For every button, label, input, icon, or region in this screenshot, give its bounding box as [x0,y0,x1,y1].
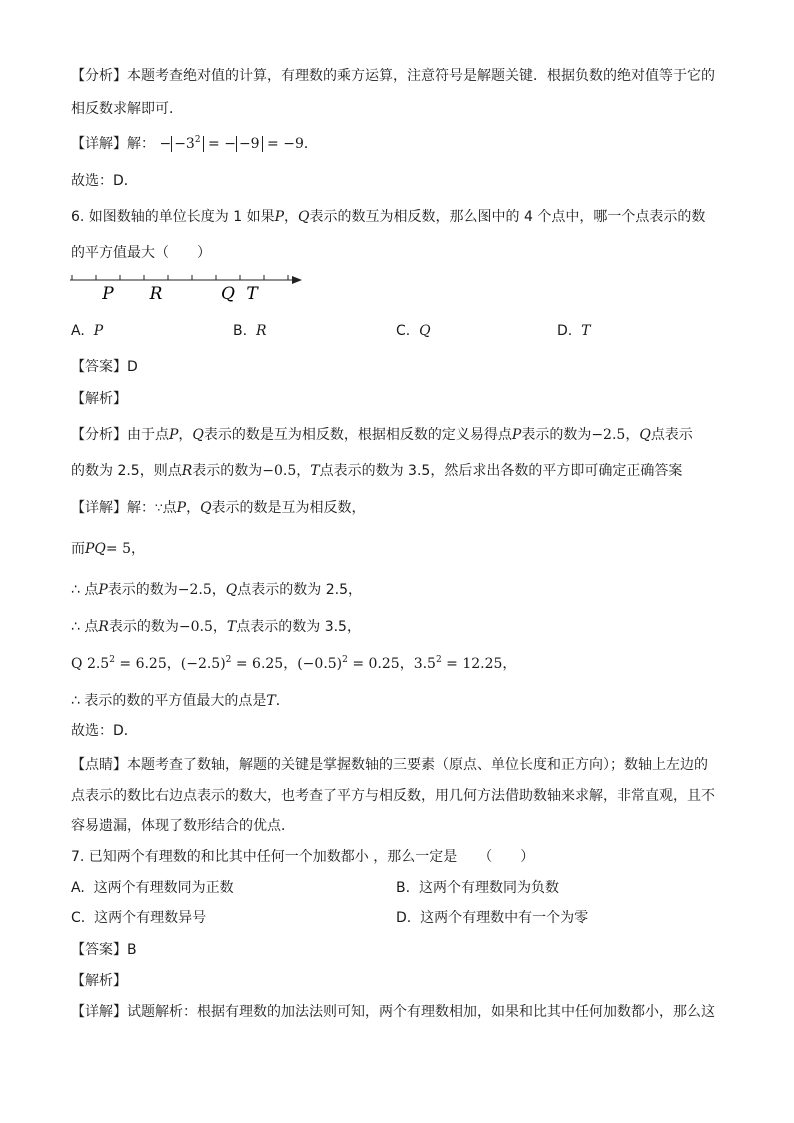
answer-value: D [127,359,138,375]
math-part: (−0.5) [297,656,343,672]
text: 表示的数为 [521,427,592,443]
text: 点表示 [650,427,693,443]
text: ， [211,582,226,598]
q7-option-a [71,878,234,898]
jiexi-tag: 【解析】 [71,973,127,989]
var-q: Q [298,209,310,225]
text: 故选：D． [71,723,138,739]
text: 表示的数是互为相反数，根据相反数的定义易得点 [203,427,512,443]
text: 本题考查绝对值的计算，有理数的乘方运算，注意符号是解题关键．根据负数的绝对值等于它的 [127,68,715,84]
q7-jiexi [71,971,127,991]
math-part: 2.5 [86,656,110,672]
q7-option-c [71,908,206,928]
math-expr: PQ [85,541,106,557]
q6-stem-line2 [71,243,211,263]
text: 解： [127,136,155,152]
option-value: Q [419,323,431,339]
text: ， [502,656,517,672]
math-part: −3 [174,136,195,152]
math-value: −0.5 [262,463,297,479]
text: 点 [162,500,177,516]
text: 点表示的数为 3.5， [236,619,361,635]
q7-option-d [396,908,588,928]
text: 的数为 2.5，则点 [71,463,182,479]
absolute-value [171,136,203,152]
text: ． [275,693,290,709]
var-p: P [511,427,522,443]
number-line-figure [68,266,308,310]
q6-answer [71,357,138,377]
text: 表示的数为 [107,582,178,598]
q5-analysis-line2 [71,99,183,119]
option-letter: D. [396,910,412,926]
analysis-tag: 【分析】 [71,427,127,443]
jiexi-tag: 【解析】 [71,391,127,407]
detail-tag: 【详解】 [71,1004,127,1020]
text: 故选：D． [71,173,138,189]
option-letter: C. [396,323,411,339]
q6-analysis-line2 [71,461,682,481]
point-label-q: Q [221,284,235,304]
answer-tag: 【答案】 [71,359,127,375]
number-line [68,266,308,306]
math-part: = 6.25 [119,656,167,672]
text: ． [303,136,318,152]
exponent: 2 [435,655,442,665]
option-text: 这两个有理数异号 [94,910,207,926]
text: 表示的数为 [192,463,263,479]
answer-value: B [127,942,137,958]
q6-detail-line5 [71,654,516,674]
math-part: = −9 [267,136,304,152]
math-part: −9 [238,136,260,152]
q6-option-b [233,321,267,341]
option-letter: C. [71,910,86,926]
text: 点表示的数比右边点表示的数大，也考查了平方与相反数，用几何方法借助数轴来求解，非常直观，且不 [71,788,715,804]
math-value: −2.5 [177,582,212,598]
text: ， [625,427,640,443]
text: ， [166,656,181,672]
option-value: R [255,323,267,339]
text: 点表示的数为 2.5， [237,582,362,598]
point-label-t: T [246,284,258,304]
option-value: T [581,323,591,339]
math-part: Q [71,656,83,672]
var-t: T [226,619,237,635]
math-expression [159,136,303,152]
var-p: P [98,582,108,598]
var-q: Q [200,500,212,516]
text: 由于点 [127,427,169,443]
option-letter: A. [71,880,85,896]
text: 容易遗漏，体现了数形结合的优点． [71,818,295,834]
point-label-p: P [102,284,114,304]
text: ， [399,656,414,672]
q7-answer [71,940,137,960]
text: ， [178,427,193,443]
q6-option-c [396,321,431,341]
q7-option-b [396,878,559,898]
var-t: T [310,463,320,479]
because-symbol: ∵ [155,501,163,515]
var-p: P [274,209,285,225]
option-value: P [93,323,104,339]
math-part: = − [208,136,236,152]
exponent: 2 [194,135,201,145]
q6-option-d [557,321,590,341]
text: 解： [127,500,155,516]
exponent: 2 [342,655,348,665]
q6-detail-line1 [71,498,366,518]
text: 相反数求解即可． [71,101,183,117]
var-p: P [169,427,179,443]
math-part: (−2.5) [180,656,226,672]
answer-tag: 【答案】 [71,942,127,958]
detail-tag: 【详解】 [71,136,127,152]
q6-choice [71,721,138,741]
var-p: P [176,500,187,516]
math-value: −0.5 [178,619,213,635]
option-text: 这两个有理数同为负数 [418,880,559,896]
var-q: Q [192,427,204,443]
text: ， [186,500,201,516]
q6-analysis-line1 [71,425,693,445]
q5-analysis-line1 [71,66,715,86]
math-part: 3.5 [413,656,436,672]
option-letter: A. [71,323,85,339]
q5-detail [71,134,318,154]
q6-detail-line2 [71,539,145,559]
ticks [72,275,288,280]
q6-stem-line1 [71,207,705,227]
exponent: 2 [109,655,115,665]
q6-comment-line2 [71,786,715,806]
text: 表示的数为 [108,619,179,635]
text: ∴ 点 [71,582,99,598]
analysis-tag: 【分析】 [71,68,127,84]
text: ， [283,656,298,672]
q6-detail-line6 [71,691,290,711]
option-letter: D. [557,323,573,339]
q6-detail-line3 [71,580,362,600]
text: ， [296,463,311,479]
absolute-value [236,136,263,152]
q6-jiexi [71,389,127,409]
q6-comment-line3 [71,816,295,836]
text: 试题解析：根据有理数的加法法则可知，两个有理数相加，如果和比其中任何加数都小，那么这 [127,1004,715,1020]
option-text: 这两个有理数中有一个为零 [420,910,589,926]
option-text: 这两个有理数同为正数 [93,880,234,896]
comment-tag: 【点睛】 [71,757,127,773]
text: 6. 如图数轴的单位长度为 1 如果 [71,209,275,225]
text: ， [131,541,145,557]
text: 的平方值最大（ ） [71,245,211,261]
math-value: −2.5 [591,427,626,443]
text: ∴ 表示的数的平方值最大的点是 [71,693,267,709]
text: ∴ 点 [71,619,99,635]
text: 而 [71,541,85,557]
text: ， [212,619,227,635]
q6-comment-line1 [71,755,708,775]
math-part: = 0.25 [352,656,400,672]
exponent: 2 [225,655,232,665]
var-r: R [181,463,193,479]
var-r: R [98,619,109,635]
text: 7. 已知两个有理数的和比其中任何一个加数都小 ，那么一定是 （ ） [71,849,535,865]
q7-detail-line1 [71,1002,715,1022]
q5-choice [71,171,138,191]
math-part: = 6.25 [235,656,284,672]
point-label-r: R [149,284,163,304]
q7-stem [71,847,534,867]
text: 表示的数互为相反数，那么图中的 4 个点中，哪一个点表示的数 [309,209,706,225]
var-t: T [266,693,276,709]
arrow-head [292,276,302,284]
q6-option-a [71,321,103,341]
text: 表示的数是互为相反数， [211,500,366,516]
text: ， [284,209,299,225]
math-value: = 5 [105,541,131,557]
point-labels [101,284,259,304]
option-letter: B. [233,323,248,339]
var-q: Q [225,582,238,598]
option-letter: B. [396,880,411,896]
q6-detail-line4 [71,617,361,637]
text: 点表示的数为 3.5，然后求出各数的平方即可确定正确答案 [319,463,683,479]
math-part: − [159,136,172,152]
text: 本题考查了数轴，解题的关键是掌握数轴的三要素（原点、单位长度和正方向）；数轴上左边的 [127,757,708,773]
var-q: Q [639,427,651,443]
math-part: = 12.25 [446,656,503,672]
detail-tag: 【详解】 [71,500,127,516]
